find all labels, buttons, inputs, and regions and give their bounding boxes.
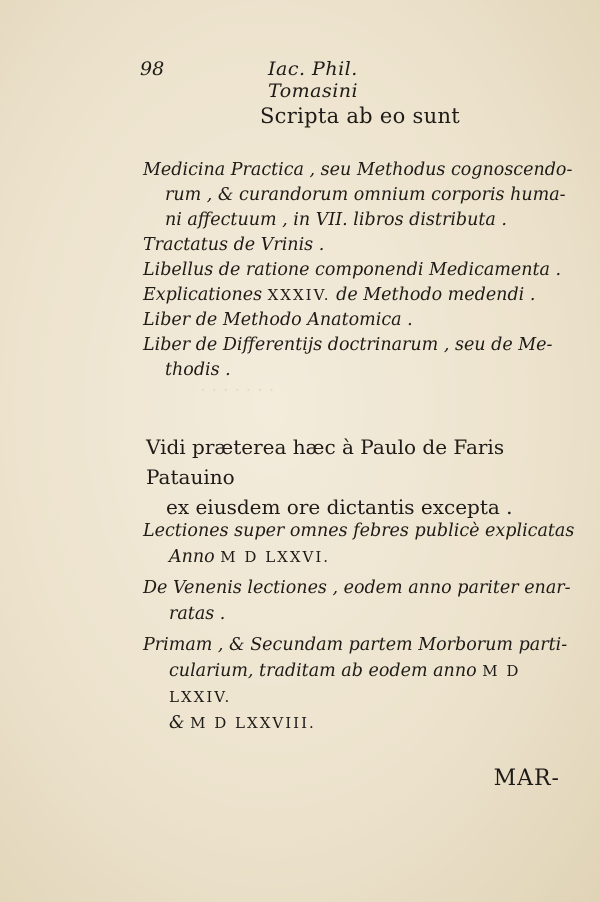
intro-paragraph: Vidi præterea hæc à Paulo de Faris Patauino ex eiusdem ore dictantis excepta . [146,435,513,519]
catchword: MAR- [493,766,560,791]
list-item: De Venenis lectiones , eodem anno pariter enar- ratas . [143,578,571,624]
works-list [143,158,583,383]
show-through-text: · · · · · · · [200,380,275,401]
list-item: Primam , & Secundam partem Morborum parti- cularium, traditam ab eodem anno M D LXXIV. & M D LXXVIII. [143,635,568,733]
lectures-list [143,518,583,741]
list-item: Libellus de ratione componendi Medicamenta . [143,260,562,280]
list-item: Liber de Differentijs doctrinarum , seu de Me- thodis . [143,335,553,380]
section-heading: Scripta ab eo sunt [259,104,461,128]
list-item: Liber de Methodo Anatomica . [143,310,413,330]
page-header [140,58,450,102]
list-item: Lectiones super omnes febres publicè explicatas Anno M D LXXVI. [143,521,575,567]
list-item: Explicationes XXXIV. de Methodo medendi . [143,285,536,305]
running-head: Iac. Phil. Tomasini [268,58,359,102]
list-item: Tractatus de Vrinis . [143,235,325,255]
page-number: 98 [140,58,165,80]
list-item: Medicina Practica , seu Methodus cognoscendo- rum , & curandorum omnium corporis huma- ni affectuum , in VII. libros distributa . [143,160,573,230]
